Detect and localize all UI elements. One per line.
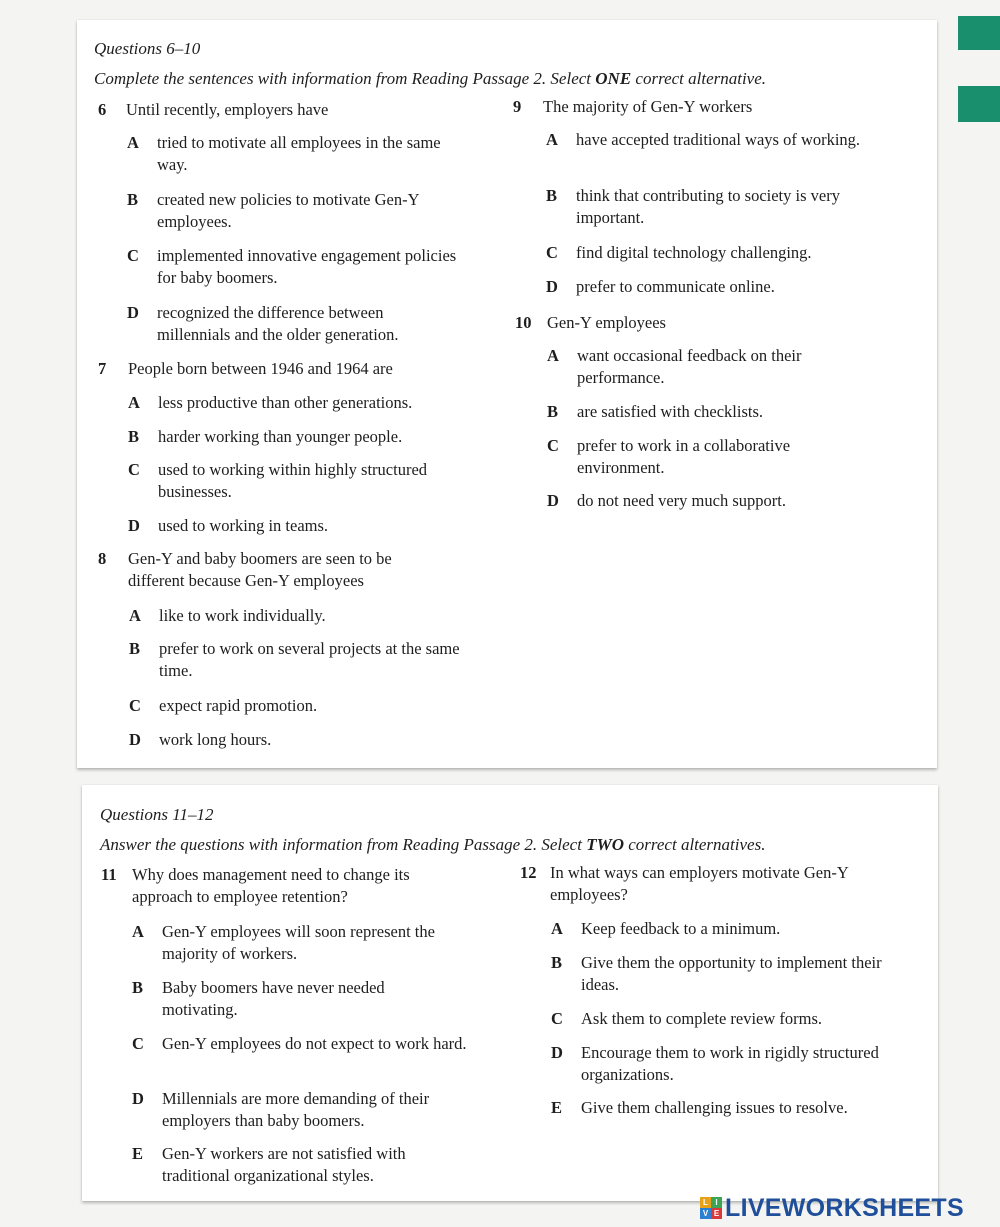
question-number: 7 [98,359,107,378]
question-stem: Why does management need to change its approach to employee retention? [132,865,410,906]
question-number: 8 [98,549,107,568]
section-instruction: Answer the questions with information from Reading Passage 2. Select TWO correct alternatives. [100,835,766,854]
questions-6-10-panel: Questions 6–10 Complete the sentences with information from Reading Passage 2. Select ONE correct alternative. 6 Until recently, employers have A tried to motivate all employees in the same way. B created new policies to motivate Gen-Y employees. C implemented innovative engagement policies for baby boomers. D recognized the difference between millennials and the older generation. 7 People born between 1946 and 1964 are A less productive than other generations. B harder working than younger people. C used to working within highly structured businesses. D used to working in teams. 8 Gen-Y and baby boomers are seen to be different because Gen-Y employees A like to work individually. B prefer to work on several projects at the same time. C expect rapid promotion. D work long hours. 9 The majority of Gen-Y workers A have accepted traditional ways of working. B think that contributing to society is very important. C find digital technology challenging. D prefer to communicate online. 10 Gen-Y employees A want occasional feedback on their performance. B are satisfied with checklists. C prefer to work in a collaborative environment. D do not need very much support. [77,20,937,768]
question-number: 10 [515,313,532,332]
side-tab-middle [958,86,1000,122]
question-stem: Gen-Y employees [547,313,666,332]
question-stem: Until recently, employers have [126,100,329,119]
liveworksheets-logo-text: LIVEWORKSHEETS [725,1193,964,1222]
section-instruction: Complete the sentences with information from Reading Passage 2. Select ONE correct alternative. [94,69,767,88]
liveworksheets-logo-icon: L I V E [700,1197,722,1219]
question-stem: In what ways can employers motivate Gen-Y employees? [550,863,849,904]
question-stem: Gen-Y and baby boomers are seen to be different because Gen-Y employees [128,549,392,590]
questions-11-12-panel: Questions 11–12 Answer the questions with information from Reading Passage 2. Select TWO correct alternatives. 11 Why does management need to change its approach to employee retention? A Gen-Y employees will soon represent the majority of workers. B Baby boomers have never needed motivating. C Gen-Y employees do not expect to work hard. D Millennials are more demanding of their employers than baby boomers. E Gen-Y workers are not satisfied with traditional organizational styles. 12 In what ways can employers motivate Gen-Y employees? A Keep feedback to a minimum. B Give them the opportunity to implement their ideas. C Ask them to complete review forms. D Encourage them to work in rigidly structured organizations. E Give them challenging issues to resolve. [82,785,938,1201]
side-tab-top [958,16,1000,50]
question-number: 12 [520,863,537,882]
question-number: 6 [98,100,107,119]
section-title: Questions 6–10 [94,39,201,58]
section-title: Questions 11–12 [100,805,214,824]
question-stem: People born between 1946 and 1964 are [128,359,393,378]
question-stem: The majority of Gen-Y workers [543,97,753,116]
question-number: 9 [513,97,522,116]
question-number: 11 [101,865,117,884]
liveworksheets-logo[interactable] [700,1190,964,1226]
